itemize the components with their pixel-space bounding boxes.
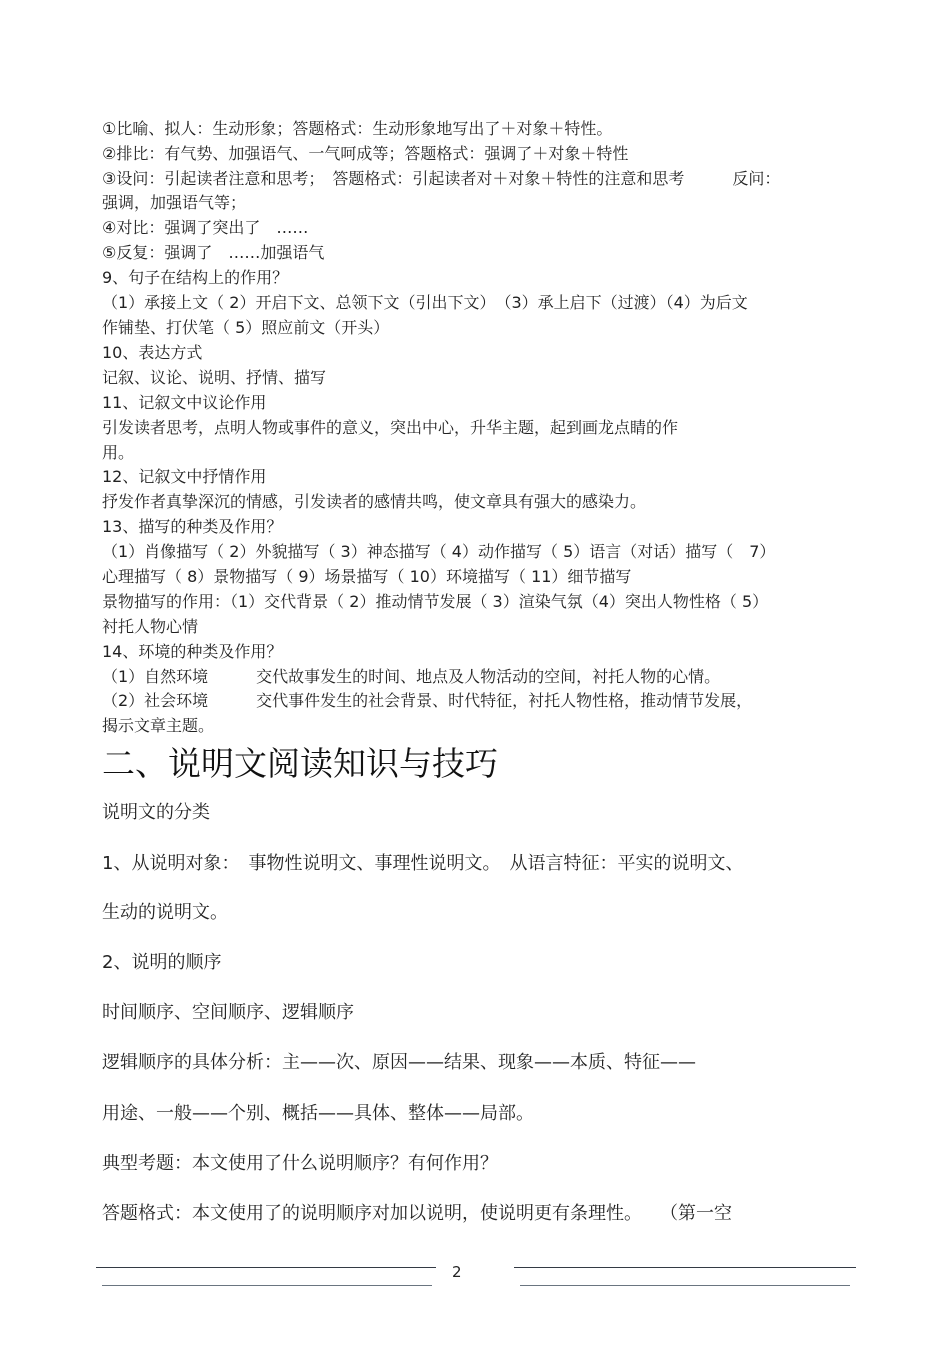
text-line: （1）承接上文（ 2）开启下文、总领下文（引出下文） （3）承上启下（过渡）（4）为后文 (102, 293, 748, 312)
page-number: 2 (452, 1263, 462, 1281)
text-line: 生动的说明文。 (102, 902, 228, 923)
footer-rule-left (96, 1267, 436, 1268)
section-subheading: 9、句子在结构上的作用？ (102, 268, 289, 287)
text-line: 衬托人物心情 (102, 617, 199, 636)
text-line: ⑤反复：强调了 ……加强语气 (102, 243, 325, 262)
section-heading: 二、说明文阅读知识与技巧 (102, 744, 498, 783)
text-line: （1）肖像描写（ 2）外貌描写（ 3）神态描写（ 4）动作描写（ 5）语言（对话）描写（ 7） (102, 542, 776, 561)
section-subheading: 14、环境的种类及作用？ (102, 642, 283, 661)
text-line: 逻辑顺序的具体分析：主——次、原因——结果、现象——本质、特征—— (102, 1052, 696, 1073)
text-line: 典型考题：本文使用了什么说明顺序？有何作用？ (102, 1153, 498, 1174)
text-line: 强调，加强语气等； (102, 193, 247, 212)
text-line: 引发读者思考，点明人物或事件的意义，突出中心，升华主题，起到画龙点睛的作 (102, 418, 679, 437)
text-line: ②排比：有气势、加强语气、一气呵成等；答题格式：强调了＋对象＋特性 (102, 144, 629, 163)
text-line: 心理描写（ 8）景物描写（ 9）场景描写（ 10）环境描写（ 11）细节描写 (102, 567, 632, 586)
footer-rule-right (514, 1267, 856, 1268)
section-subheading: 11、记叙文中议论作用 (102, 393, 267, 412)
text-line: 景物描写的作用：（1）交代背景（ 2）推动情节发展（ 3）渲染气氛（4）突出人物性格（ 5） (102, 592, 769, 611)
text-line: 作铺垫、打伏笔（ 5）照应前文（开头） (102, 318, 390, 337)
footer-rule-left-lower (102, 1285, 432, 1286)
text-line: 用。 (102, 443, 135, 462)
text-line: ④对比：强调了突出了 …… (102, 218, 309, 237)
text-line: 1、从说明对象： 事物性说明文、事理性说明文。 从语言特征：平实的说明文、 (102, 853, 744, 874)
text-line: 揭示文章主题。 (102, 716, 215, 735)
text-line: ①比喻、拟人：生动形象；答题格式：生动形象地写出了＋对象＋特性。 (102, 119, 613, 138)
text-line: （1）自然环境 交代故事发生的时间、地点及人物活动的空间，衬托人物的心情。 (102, 667, 721, 686)
text-line: 答题格式：本文使用了的说明顺序对加以说明，使说明更有条理性。 （第一空 (102, 1203, 732, 1224)
text-line: （2）社会环境 交代事件发生的社会背景、时代特征，衬托人物性格，推动情节发展， (102, 691, 753, 710)
text-line: 记叙、议论、说明、抒情、描写 (102, 368, 327, 387)
text-line: ③设问：引起读者注意和思考； 答题格式：引起读者对＋对象＋特性的注意和思考 反问： (102, 169, 781, 188)
text-line: 说明文的分类 (102, 802, 210, 823)
section-subheading: 10、表达方式 (102, 343, 203, 362)
section-subheading: 13、描写的种类及作用？ (102, 517, 283, 536)
section-subheading: 2、说明的顺序 (102, 952, 222, 973)
text-line: 抒发作者真挚深沉的情感，引发读者的感情共鸣，使文章具有强大的感染力。 (102, 492, 647, 511)
text-line: 用途、一般——个别、概括——具体、整体——局部。 (102, 1103, 534, 1124)
footer-rule-right-lower (520, 1285, 850, 1286)
section-subheading: 12、记叙文中抒情作用 (102, 467, 267, 486)
text-line: 时间顺序、空间顺序、逻辑顺序 (102, 1002, 354, 1023)
